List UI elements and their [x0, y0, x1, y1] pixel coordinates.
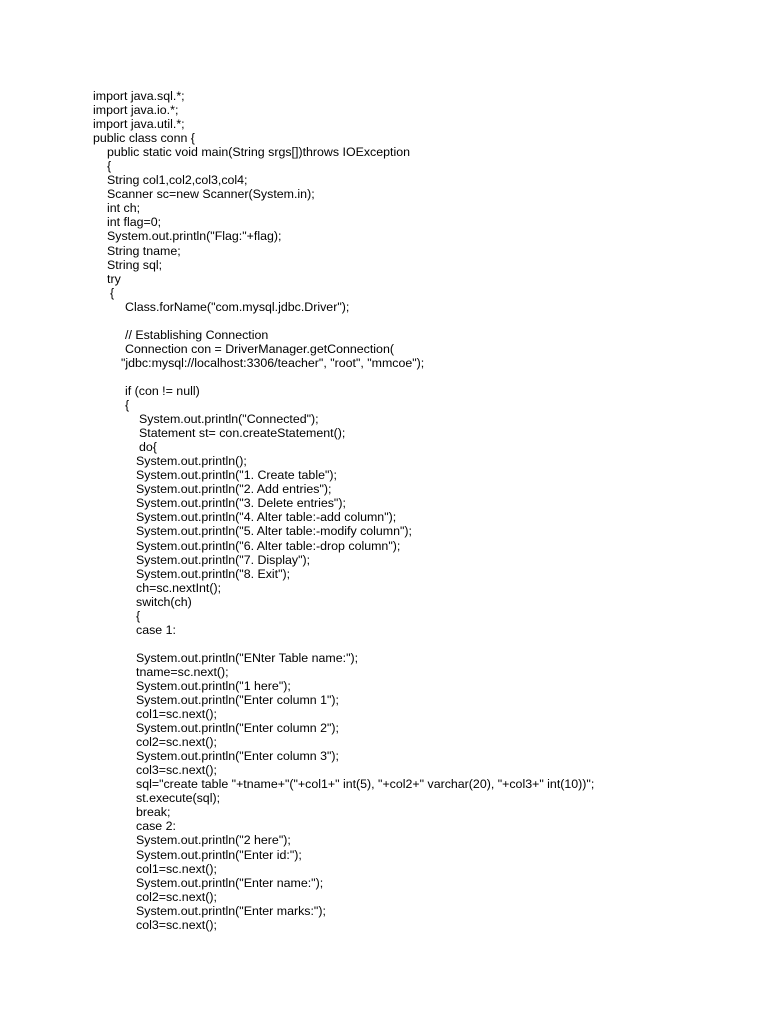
code-line: st.execute(sql); [136, 791, 221, 806]
code-line: sql="create table "+tname+"("+col1+" int(5), "+col2+" varchar(20), "+col3+" int(10))"; [136, 777, 595, 792]
code-line: Scanner sc=new Scanner(System.in); [107, 187, 315, 202]
code-line: do{ [139, 440, 157, 455]
code-line: System.out.println("1. Create table"); [136, 468, 337, 483]
code-line: System.out.println(); [136, 454, 247, 469]
code-line: { [136, 608, 141, 623]
code-line: System.out.println("Enter column 3"); [136, 749, 339, 764]
code-line: String sql; [107, 257, 163, 272]
code-line [93, 637, 594, 651]
code-line: col2=sc.next(); [136, 735, 217, 750]
code-line: System.out.println("Enter column 2"); [136, 721, 339, 736]
code-line: System.out.println("8. Exit"); [136, 566, 291, 581]
code-line: "jdbc:mysql://localhost:3306/teacher", "root", "mmcoe"); [121, 355, 425, 370]
code-line: Connection con = DriverManager.getConnection( [125, 341, 394, 356]
code-line: System.out.println("Enter marks:"); [136, 903, 326, 918]
code-line: String col1,col2,col3,col4; [107, 173, 248, 188]
code-line [93, 314, 594, 328]
code-line: import java.sql.*; [93, 89, 185, 103]
code-line: { [110, 285, 115, 300]
code-line: System.out.println("4. Alter table:-add column"); [136, 510, 397, 525]
code-line: if (con != null) [125, 383, 200, 398]
code-line: int flag=0; [107, 215, 162, 230]
code-line: String tname; [107, 243, 181, 258]
code-line: col2=sc.next(); [136, 889, 217, 904]
code-line: System.out.println("5. Alter table:-modify column"); [136, 524, 412, 539]
code-line: Statement st= con.createStatement(); [139, 426, 346, 441]
code-line: int ch; [107, 201, 141, 216]
code-line: { [107, 159, 112, 174]
code-line: col3=sc.next(); [136, 763, 217, 778]
code-line: System.out.println("Enter id:"); [136, 847, 302, 862]
code-line: System.out.println("ENter Table name:"); [136, 650, 359, 665]
code-line: System.out.println("7. Display"); [136, 552, 311, 567]
code-line: col3=sc.next(); [136, 917, 217, 932]
code-line: System.out.println("1 here"); [136, 678, 291, 693]
code-line: System.out.println("6. Alter table:-drop column"); [136, 538, 401, 553]
code-line: System.out.println("2 here"); [136, 833, 291, 848]
code-line [93, 370, 594, 384]
code-line: { [125, 398, 130, 413]
code-line: case 2: [136, 819, 176, 834]
code-line: break; [136, 805, 171, 820]
code-line: Class.forName("com.mysql.jdbc.Driver"); [125, 299, 350, 314]
code-line: case 1: [136, 622, 176, 637]
code-line: tname=sc.next(); [136, 664, 229, 679]
code-line: public static void main(String srgs[])throws IOException [107, 145, 410, 160]
code-line: System.out.println("Flag:"+flag); [107, 229, 282, 244]
code-line: System.out.println("3. Delete entries"); [136, 496, 346, 511]
code-line: System.out.println("Enter name:"); [136, 875, 324, 890]
code-line: ch=sc.nextInt(); [136, 580, 222, 595]
code-line: System.out.println("Connected"); [139, 412, 319, 427]
code-listing [93, 89, 594, 932]
code-line: try [107, 271, 121, 286]
code-line: col1=sc.next(); [136, 861, 217, 876]
code-line: System.out.println("2. Add entries"); [136, 482, 332, 497]
code-line: System.out.println("Enter column 1"); [136, 693, 339, 708]
code-line: col1=sc.next(); [136, 707, 217, 722]
code-line: switch(ch) [136, 594, 192, 609]
code-line: import java.io.*; [93, 103, 179, 118]
code-line: import java.util.*; [93, 117, 185, 132]
code-line: public class conn { [93, 131, 195, 146]
code-line: // Establishing Connection [125, 327, 269, 342]
